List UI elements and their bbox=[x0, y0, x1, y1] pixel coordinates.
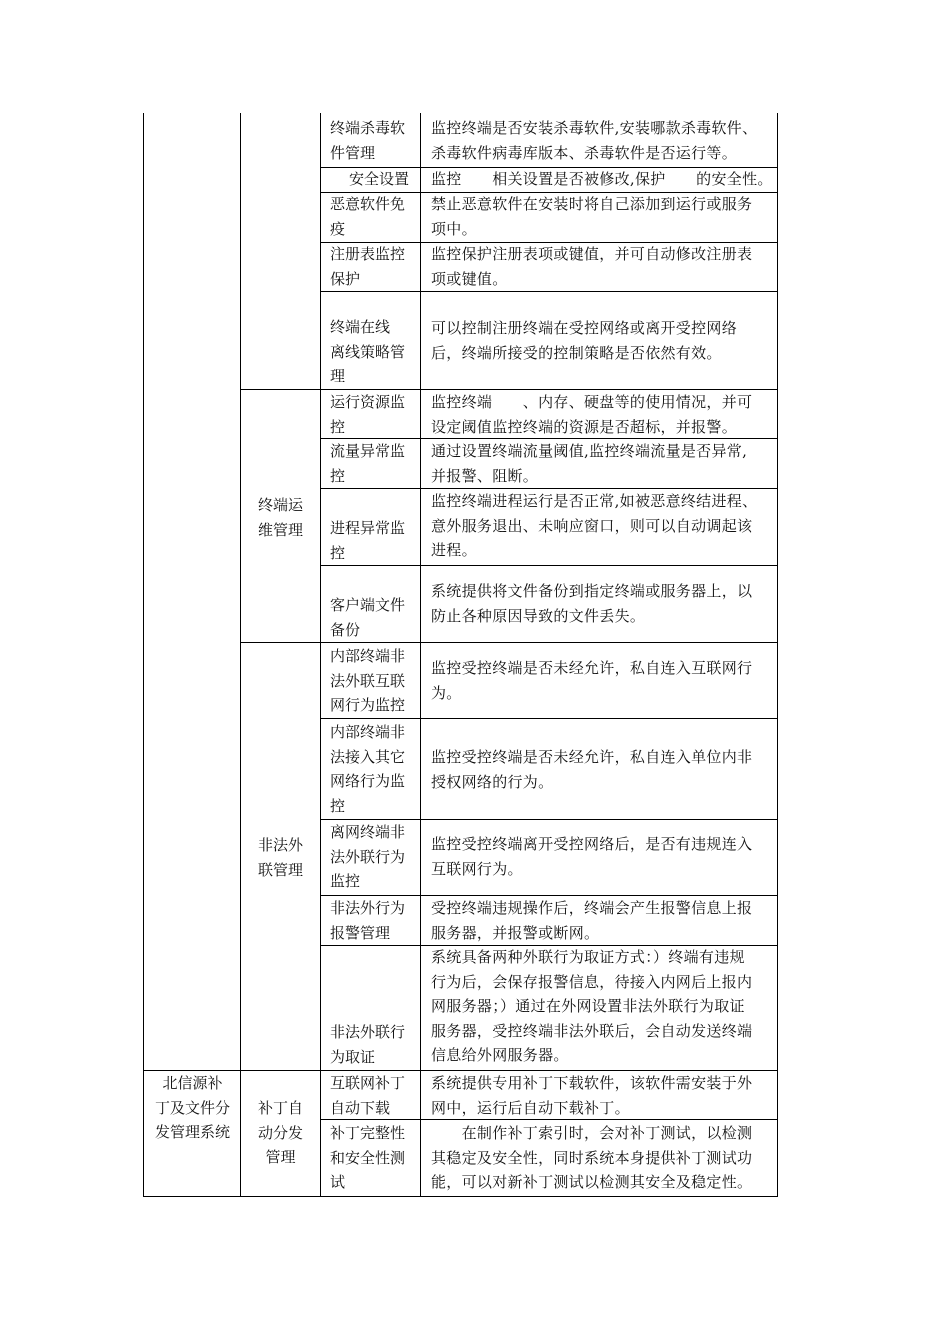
function-desc: 监控保护注册表项或键值，并可自动修改注册表 项或键值。 bbox=[431, 245, 753, 288]
function-name: 非法外行为 报警管理 bbox=[330, 899, 406, 942]
category-label: 非法外 联管理 bbox=[257, 836, 303, 879]
function-name: 客户端文件 备份 bbox=[330, 596, 406, 639]
function-desc: 监控终端是否安装杀毒软件,安装哪款杀毒软件、 杀毒软件病毒库版本、杀毒软件是否运行等。 bbox=[431, 119, 758, 162]
function-desc: 监控 相关设置是否被修改,保护 的安全性。 bbox=[431, 170, 773, 188]
function-desc: 受控终端违规操作后，终端会产生报警信息上报 服务器，并报警或断网。 bbox=[431, 899, 753, 942]
function-desc: 监控终端 、内存、硬盘等的使用情况，并可 设定阈值监控终端的资源是否超标，并报警。 bbox=[431, 393, 753, 436]
function-desc: 系统具备两种外联行为取证方式：）终端有违规 行为后，会保存报警信息，待接入内网后上报内 网服务器；）通过在外网设置非法外联行为取证 服务器，受控终端非法外联后，会自动发送终端 信息给外网服务器。 bbox=[431, 948, 753, 1064]
row-divider bbox=[320, 291, 777, 292]
function-desc: 系统提供专用补丁下载软件，该软件需安装于外 网中，运行后自动下载补丁。 bbox=[431, 1074, 753, 1117]
system-label: 北信源补 丁及文件分 发管理系统 bbox=[154, 1074, 230, 1141]
function-name: 运行资源监 控 bbox=[330, 393, 406, 436]
function-name: 安全设置 bbox=[349, 170, 410, 188]
feature-table bbox=[143, 113, 778, 1197]
function-name: 流量异常监 控 bbox=[330, 442, 406, 485]
function-desc: 可以控制注册终端在受控网络或离开受控网络 后，终端所接受的控制策略是否依然有效。 bbox=[431, 319, 738, 362]
function-desc: 系统提供将文件备份到指定终端或服务器上，以 防止各种原因导致的文件丢失。 bbox=[431, 582, 753, 625]
function-name: 内部终端非 法外联互联 网行为监控 bbox=[330, 647, 406, 714]
function-name: 注册表监控 保护 bbox=[330, 245, 406, 288]
function-name: 离网终端非 法外联行为 监控 bbox=[330, 823, 406, 890]
col-divider-2 bbox=[320, 113, 321, 1196]
function-desc: 监控受控终端是否未经允许，私自连入单位内非 授权网络的行为。 bbox=[431, 748, 753, 791]
row-divider bbox=[320, 718, 777, 719]
function-name: 非法外联行 为取证 bbox=[330, 1023, 406, 1066]
function-desc: 通过设置终端流量阈值,监控终端流量是否异常, 并报警、阻断。 bbox=[431, 442, 748, 485]
function-desc: 监控终端进程运行是否正常,如被恶意终结进程、 意外服务退出、未响应窗口，则可以自动调起该 进程。 bbox=[431, 492, 758, 559]
function-name: 内部终端非 法接入其它 网络行为监 控 bbox=[330, 723, 406, 815]
row-divider-group bbox=[240, 642, 777, 643]
function-desc: 监控受控终端是否未经允许，私自连入互联网行 为。 bbox=[431, 659, 753, 702]
function-desc: 在制作补丁索引时，会对补丁测试，以检测 其稳定及安全性，同时系统本身提供补丁测试功 能，可以对新补丁测试以检测其安全及稳定性。 bbox=[431, 1124, 753, 1191]
col-divider-1 bbox=[240, 113, 241, 1196]
function-name: 终端在线 离线策略管 理 bbox=[330, 318, 406, 385]
function-name: 恶意软件免 疫 bbox=[330, 195, 406, 238]
function-name: 进程异常监 控 bbox=[330, 519, 406, 562]
col-divider-3 bbox=[420, 113, 421, 1196]
category-label: 终端运 维管理 bbox=[257, 496, 303, 539]
function-desc: 禁止恶意软件在安装时将自己添加到运行或服务 项中。 bbox=[431, 195, 753, 238]
row-divider bbox=[320, 565, 777, 566]
function-name: 互联网补丁 自动下载 bbox=[330, 1074, 406, 1117]
function-name: 补丁完整性 和安全性测 试 bbox=[330, 1124, 406, 1191]
function-name: 终端杀毒软 件管理 bbox=[330, 119, 406, 162]
category-label: 补丁自 动分发 管理 bbox=[257, 1099, 303, 1166]
function-desc: 监控受控终端离开受控网络后，是否有违规连入 互联网行为。 bbox=[431, 835, 753, 878]
